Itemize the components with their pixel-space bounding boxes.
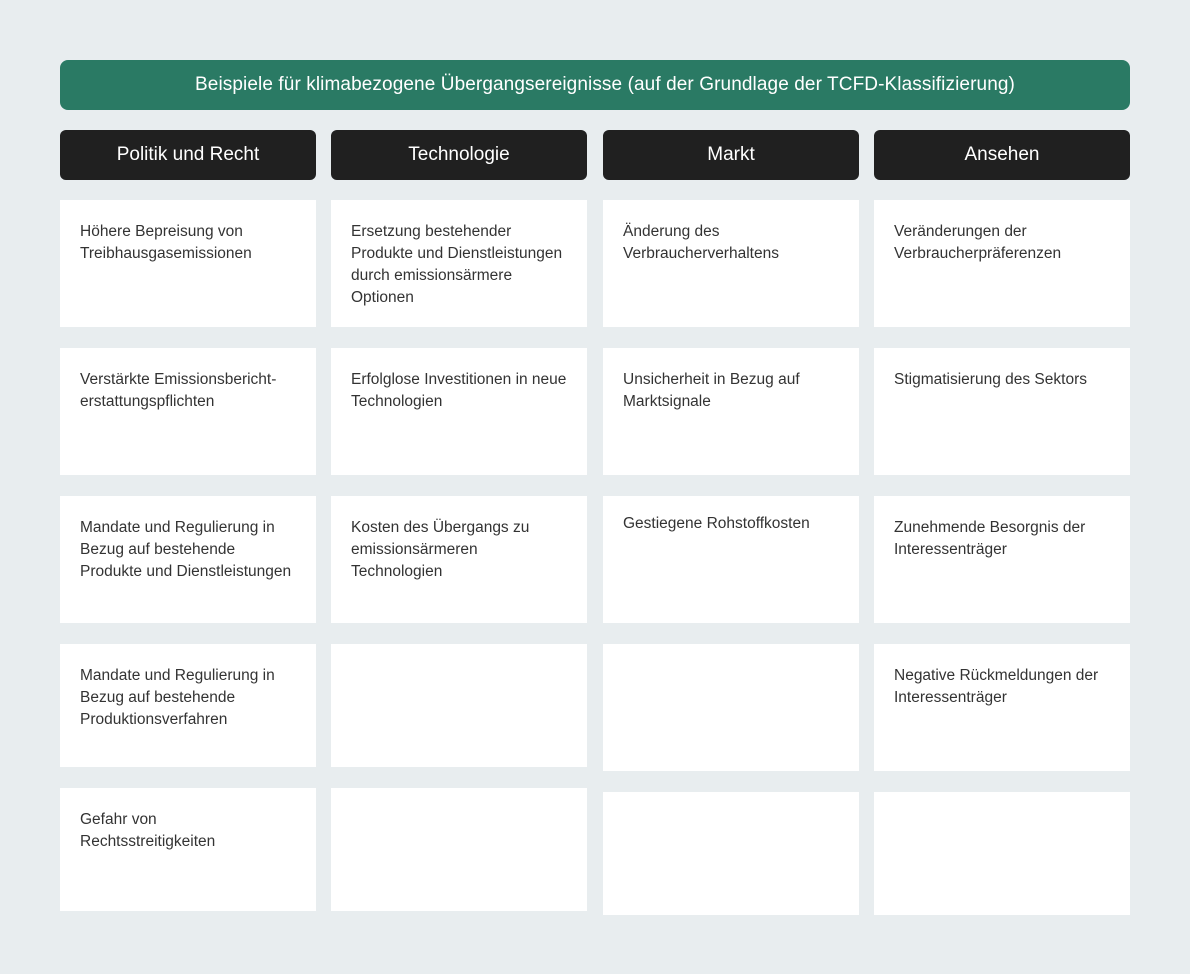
- event-card: Verstärkte Emissionsbericht-erstattungspflichten: [60, 348, 316, 475]
- empty-card: [874, 792, 1130, 915]
- column-header: Technologie: [331, 130, 587, 180]
- empty-card: [331, 788, 587, 911]
- empty-card: [603, 792, 859, 915]
- event-card: Mandate und Regulierung in Bezug auf bestehende Produktionsverfahren: [60, 644, 316, 767]
- event-card: Stigmatisierung des Sektors: [874, 348, 1130, 475]
- column-ansehen: [874, 130, 1130, 706]
- event-card: Zunehmende Besorgnis der Interessenträger: [874, 496, 1130, 623]
- event-card: Veränderungen der Verbraucherpräferenzen: [874, 200, 1130, 327]
- event-card: Gefahr von Rechtsstreitigkeiten: [60, 788, 316, 911]
- empty-card: [331, 644, 587, 767]
- column-technologie: [331, 130, 587, 580]
- event-card: Mandate und Regulierung in Bezug auf bestehende Produkte und Dienstleistungen: [60, 496, 316, 623]
- column-markt: [603, 130, 859, 532]
- diagram-title: Beispiele für klimabezogene Übergangsereignisse (auf der Grundlage der TCFD-Klassifizierung): [60, 60, 1130, 110]
- event-card: Negative Rückmeldungen der Interessenträger: [874, 644, 1130, 771]
- event-card: Unsicherheit in Bezug auf Marktsignale: [603, 348, 859, 475]
- column-header: Ansehen: [874, 130, 1130, 180]
- column-header: Politik und Recht: [60, 130, 316, 180]
- event-card: Kosten des Übergangs zu emissionsärmeren Technologien: [331, 496, 587, 623]
- event-card: Höhere Bepreisung von Treibhausgasemissionen: [60, 200, 316, 327]
- event-card: Erfolglose Investitionen in neue Technologien: [331, 348, 587, 475]
- event-card: Änderung des Verbraucherverhaltens: [603, 200, 859, 327]
- event-card: Gestiegene Rohstoffkosten: [603, 496, 859, 623]
- column-politik-und-recht: [60, 130, 316, 850]
- column-header: Markt: [603, 130, 859, 180]
- event-card: Ersetzung bestehender Produkte und Dienstleistungen durch emissionsärmere Optionen: [331, 200, 587, 327]
- empty-card: [603, 644, 859, 771]
